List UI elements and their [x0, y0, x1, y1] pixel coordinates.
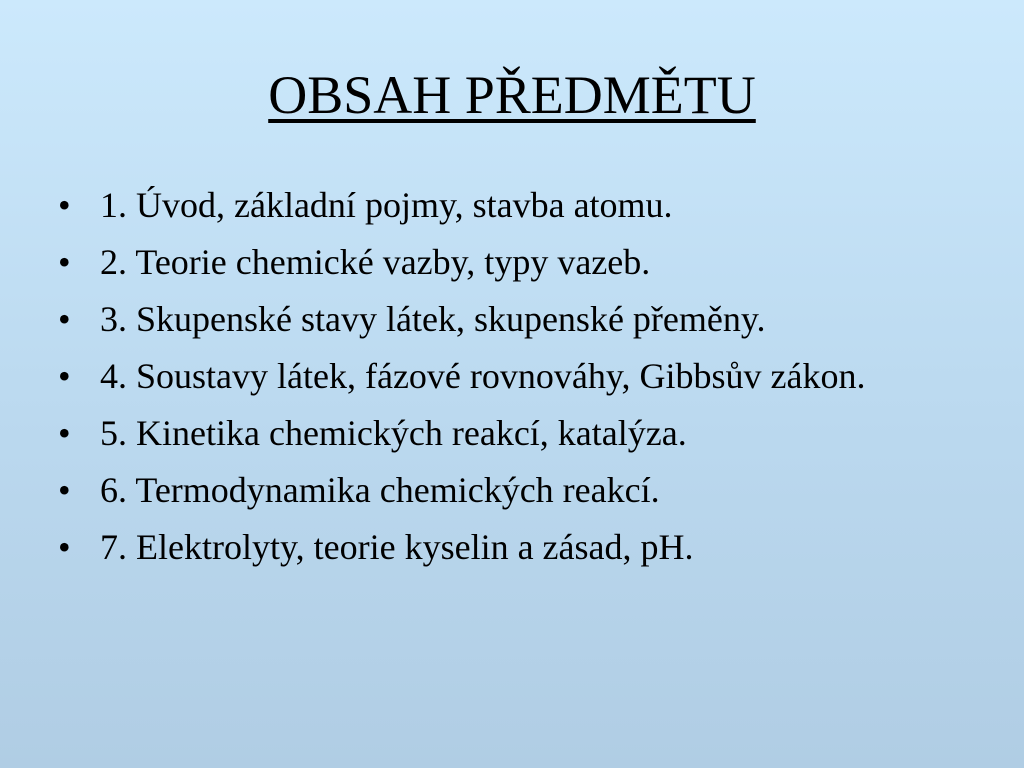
list-item-text: 2. Teorie chemické vazby, typy vazeb. [100, 242, 651, 282]
bullet-icon: • [58, 470, 71, 510]
bullet-icon: • [58, 185, 71, 225]
list-item [58, 471, 988, 509]
list-item-text: 4. Soustavy látek, fázové rovnováhy, Gibbsův zákon. [100, 356, 866, 396]
list-item-text: 3. Skupenské stavy látek, skupenské přeměny. [100, 299, 766, 339]
list-item [58, 357, 988, 395]
bullet-icon: • [58, 299, 71, 339]
list-item [58, 414, 988, 452]
list-item-text: 7. Elektrolyty, teorie kyselin a zásad, pH. [100, 527, 694, 567]
list-item [58, 300, 988, 338]
list-item-text: 1. Úvod, základní pojmy, stavba atomu. [100, 185, 673, 225]
list-item [58, 528, 988, 566]
bullet-icon: • [58, 242, 71, 282]
content-list [58, 186, 988, 585]
bullet-icon: • [58, 413, 71, 453]
bullet-icon: • [58, 356, 71, 396]
slide-title: OBSAH PŘEDMĚTU [268, 65, 756, 125]
list-item-text: 6. Termodynamika chemických reakcí. [100, 470, 660, 510]
list-item [58, 243, 988, 281]
list-item [58, 186, 988, 224]
bullet-icon: • [58, 527, 71, 567]
list-item-text: 5. Kinetika chemických reakcí, katalýza. [100, 413, 687, 453]
